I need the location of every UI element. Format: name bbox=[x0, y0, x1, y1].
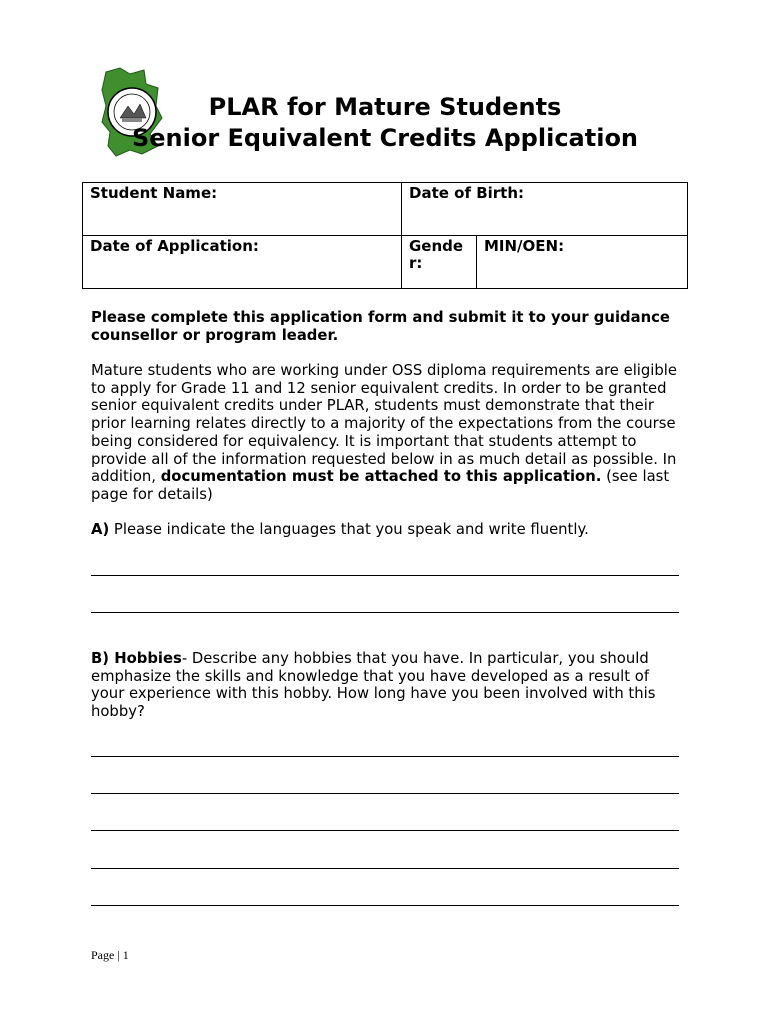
answer-line-b2[interactable] bbox=[91, 793, 679, 794]
page-subtitle: Senior Equivalent Credits Application bbox=[131, 124, 639, 152]
instructions-text: Mature students who are working under OSS diploma requirements are eligible to apply for Grade 11 and 12 senior equivalent credits. In order to be granted senior equivalent credits under PLAR, students must demonstrate that their prior learning relates directly to a majority of the expectations from the course being considered for equivalency. It is important that students attempt to provide all of the information requested below in as much detail as possible. In addition, bbox=[91, 362, 678, 486]
page-title: PLAR for Mature Students bbox=[208, 93, 562, 121]
min-oen-label: MIN/OEN: bbox=[484, 237, 565, 255]
answer-line-b1[interactable] bbox=[91, 756, 679, 757]
section-a-question bbox=[91, 521, 683, 539]
instructions-paragraph bbox=[91, 362, 683, 504]
answer-line-a1[interactable] bbox=[91, 575, 679, 576]
student-name-label: Student Name: bbox=[90, 184, 218, 202]
section-a-label: A) bbox=[91, 521, 110, 538]
answer-line-a2[interactable] bbox=[91, 612, 679, 613]
answer-line-b5[interactable] bbox=[91, 905, 679, 906]
section-b-text: - Describe any hobbies that you have. In particular, you should emphasize the skills and knowledge that you have developed as a result of your experience with this hobby. How long have you been involved with this hobby? bbox=[91, 650, 656, 721]
section-a-text: Please indicate the languages that you speak and write fluently. bbox=[109, 521, 589, 538]
documentation-note: documentation must be attached to this application. bbox=[160, 468, 602, 486]
page-number: Page | 1 bbox=[91, 948, 129, 962]
instructions-heading: Please complete this application form and submit it to your guidance counsellor or program leader. bbox=[91, 309, 670, 344]
student-name-field[interactable] bbox=[83, 183, 402, 236]
answer-line-b3[interactable] bbox=[91, 830, 679, 831]
date-of-application-field[interactable] bbox=[83, 236, 402, 289]
min-oen-field[interactable] bbox=[477, 236, 688, 289]
section-b-question bbox=[91, 650, 683, 721]
gender-label: Gender: bbox=[409, 237, 464, 272]
date-of-birth-field[interactable] bbox=[402, 183, 688, 236]
gender-field[interactable] bbox=[402, 236, 477, 289]
section-b-label: B) Hobbies bbox=[91, 650, 182, 667]
student-info-table bbox=[82, 182, 688, 289]
answer-line-b4[interactable] bbox=[91, 868, 679, 869]
date-of-application-label: Date of Application: bbox=[90, 237, 259, 255]
date-of-birth-label: Date of Birth: bbox=[409, 184, 525, 202]
details-note: (see last page for details) bbox=[91, 468, 670, 503]
